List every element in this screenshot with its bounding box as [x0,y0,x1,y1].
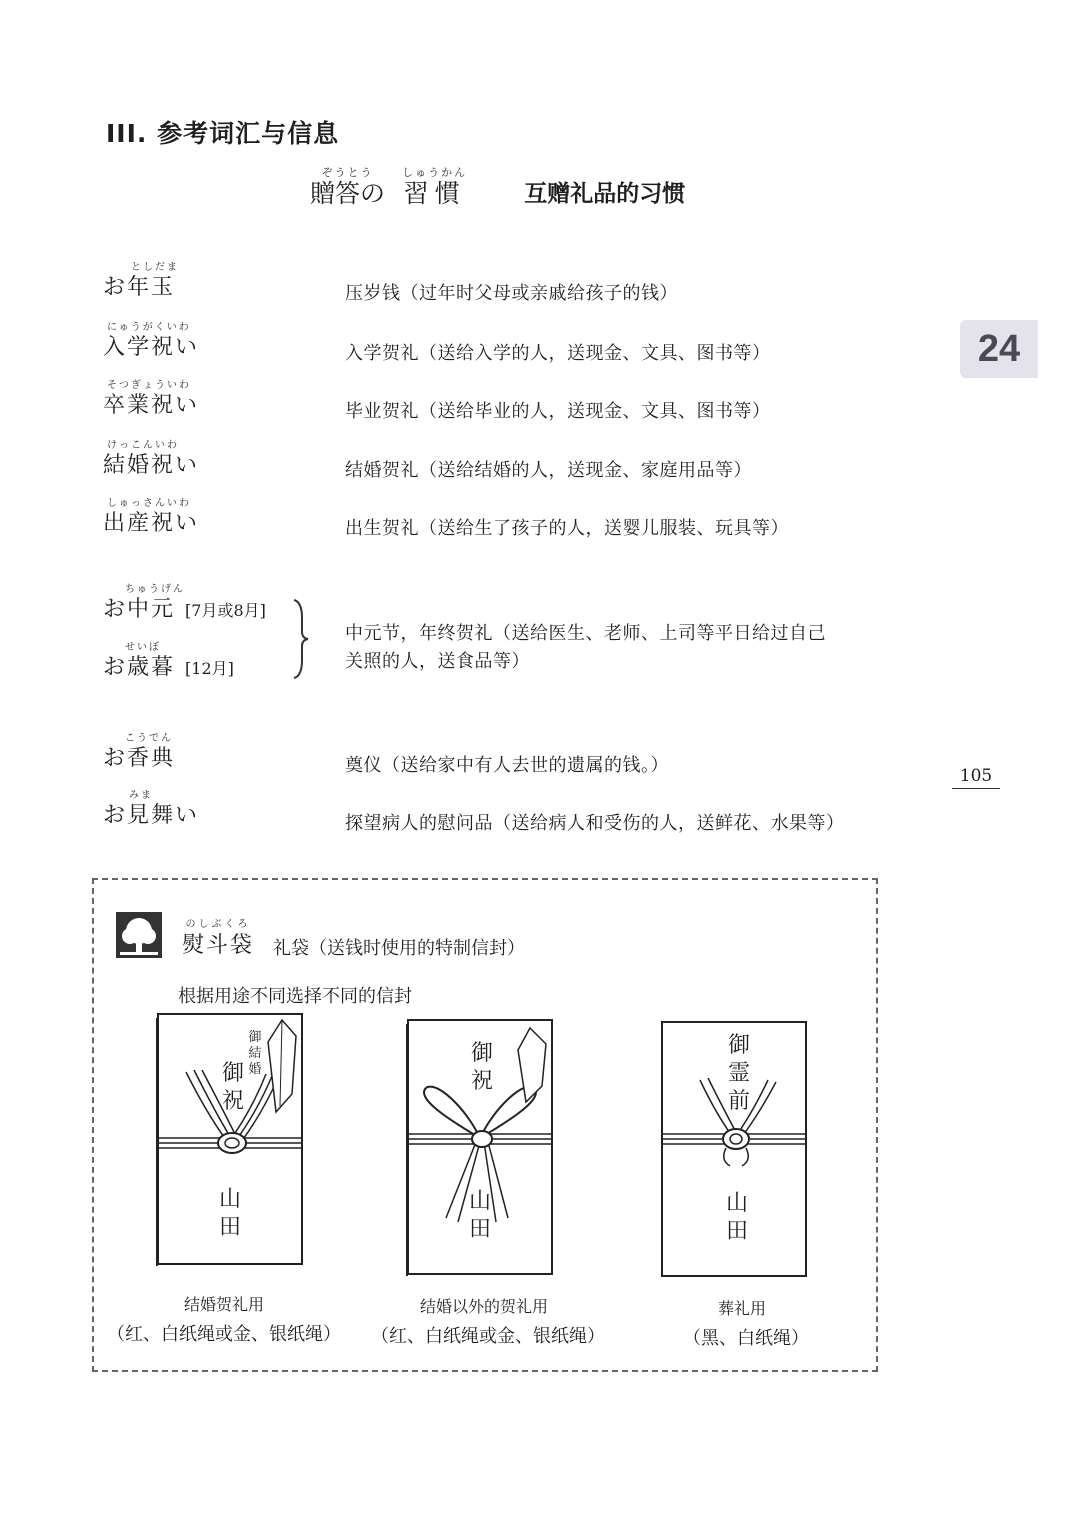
envelope-side-label: 御 結 婚 [248,1030,262,1077]
month-label: [12月] [185,659,234,678]
noshi-kanji: 熨斗袋 [182,933,255,958]
definition: 探望病人的慰问品（送给病人和受伤的人，送鲜花、水果等） [345,813,845,834]
term-ochugen [103,584,266,625]
envelope-name: 山 田 [468,1189,491,1242]
definition: 奠仪（送给家中有人去世的遗属的钱。） [345,755,669,776]
definition: 中元节，年终贺礼（送给医生、老师、上司等平日给过自己 [345,623,826,644]
definition: 关照的人，送食品等） [345,651,530,672]
term-ruby: けっこんいわ [107,440,179,451]
term-kekkon [103,440,199,480]
definition: 结婚贺礼（送给结婚的人，送现金、家庭用品等） [345,460,752,481]
term-otoshidama [103,262,179,302]
topic-kanji-1: 贈答の [310,179,386,208]
term-sotsugyo [103,380,199,420]
term-text: お香典 [103,746,176,771]
page-number: 105 [952,766,1000,789]
brace-icon [290,598,312,680]
term-ruby: ちゅうげん [125,584,185,595]
term-ruby: せいぼ [125,642,161,653]
envelope-label: 御 祝 [470,1041,493,1094]
noshi-ruby: のしぶくろ [185,919,251,930]
tree-icon [116,912,162,958]
definition: 压岁钱（过年时父母或亲戚给孩子的钱） [345,283,678,304]
section-title: III. 参考词汇与信息 [106,119,340,148]
noshi-intro: 根据用途不同选择不同的信封 [178,986,412,1007]
definition: 入学贺礼（送给入学的人，送现金、文具、图书等） [345,343,771,364]
definition: 出生贺礼（送给生了孩子的人，送婴儿服装、玩具等） [345,518,789,539]
term-text: 結婚祝い [103,453,200,478]
term-text: 入学祝い [103,335,200,360]
term-ruby: しゅっさんいわ [107,498,191,509]
topic-kanji-2: 習慣 [403,179,466,208]
topic-ruby-1: ぞうとう [321,166,374,179]
term-shussan [103,498,199,538]
topic-word-2 [402,166,467,209]
topic-translation: 互赠礼品的习惯 [524,181,686,207]
envelope-label: 御 霊 前 [727,1033,750,1114]
term-koden [103,733,175,773]
term-oseibo [103,642,234,683]
envelope-label: 御 祝 [221,1061,244,1114]
topic-word-1 [310,166,385,209]
envelope-caption-detail: （红、白纸绳或金、银纸绳） [107,1324,341,1345]
noshi-title [182,918,254,961]
term-text: 出産祝い [103,511,200,536]
topic-heading [310,166,685,209]
term-ruby: にゅうがくいわ [107,322,191,333]
term-text: 卒業祝い [103,393,200,418]
term-text: お中元 [103,597,176,622]
envelope-caption-detail: （黑、白纸绳） [683,1328,809,1349]
term-ruby: こうでん [125,733,173,744]
term-text: お歳暮 [103,655,176,680]
envelope-name: 山 田 [218,1187,241,1240]
term-ruby: としだま [131,262,179,273]
definition: 毕业贺礼（送给毕业的人，送现金、文具、图书等） [345,401,771,422]
month-label: [7月或8月] [185,601,266,620]
term-ruby: そつぎょういわ [107,380,191,391]
term-ruby: みま [129,790,153,801]
term-text: お見舞い [103,803,200,828]
term-omimai [103,790,199,830]
noshi-translation: 礼袋（送钱时使用的特制信封） [273,938,525,959]
term-nyugaku [103,322,199,362]
envelope-caption: 结婚贺礼用 [183,1295,264,1314]
envelope-caption: 葬礼用 [717,1299,766,1318]
envelope-caption: 结婚以外的贺礼用 [419,1297,548,1316]
chapter-tab: 24 [960,320,1038,378]
term-text: お年玉 [103,275,176,300]
envelope-name: 山 田 [725,1191,748,1244]
envelope-caption-detail: （红、白纸绳或金、银纸绳） [371,1326,605,1347]
topic-ruby-2: しゅうかん [402,166,468,179]
